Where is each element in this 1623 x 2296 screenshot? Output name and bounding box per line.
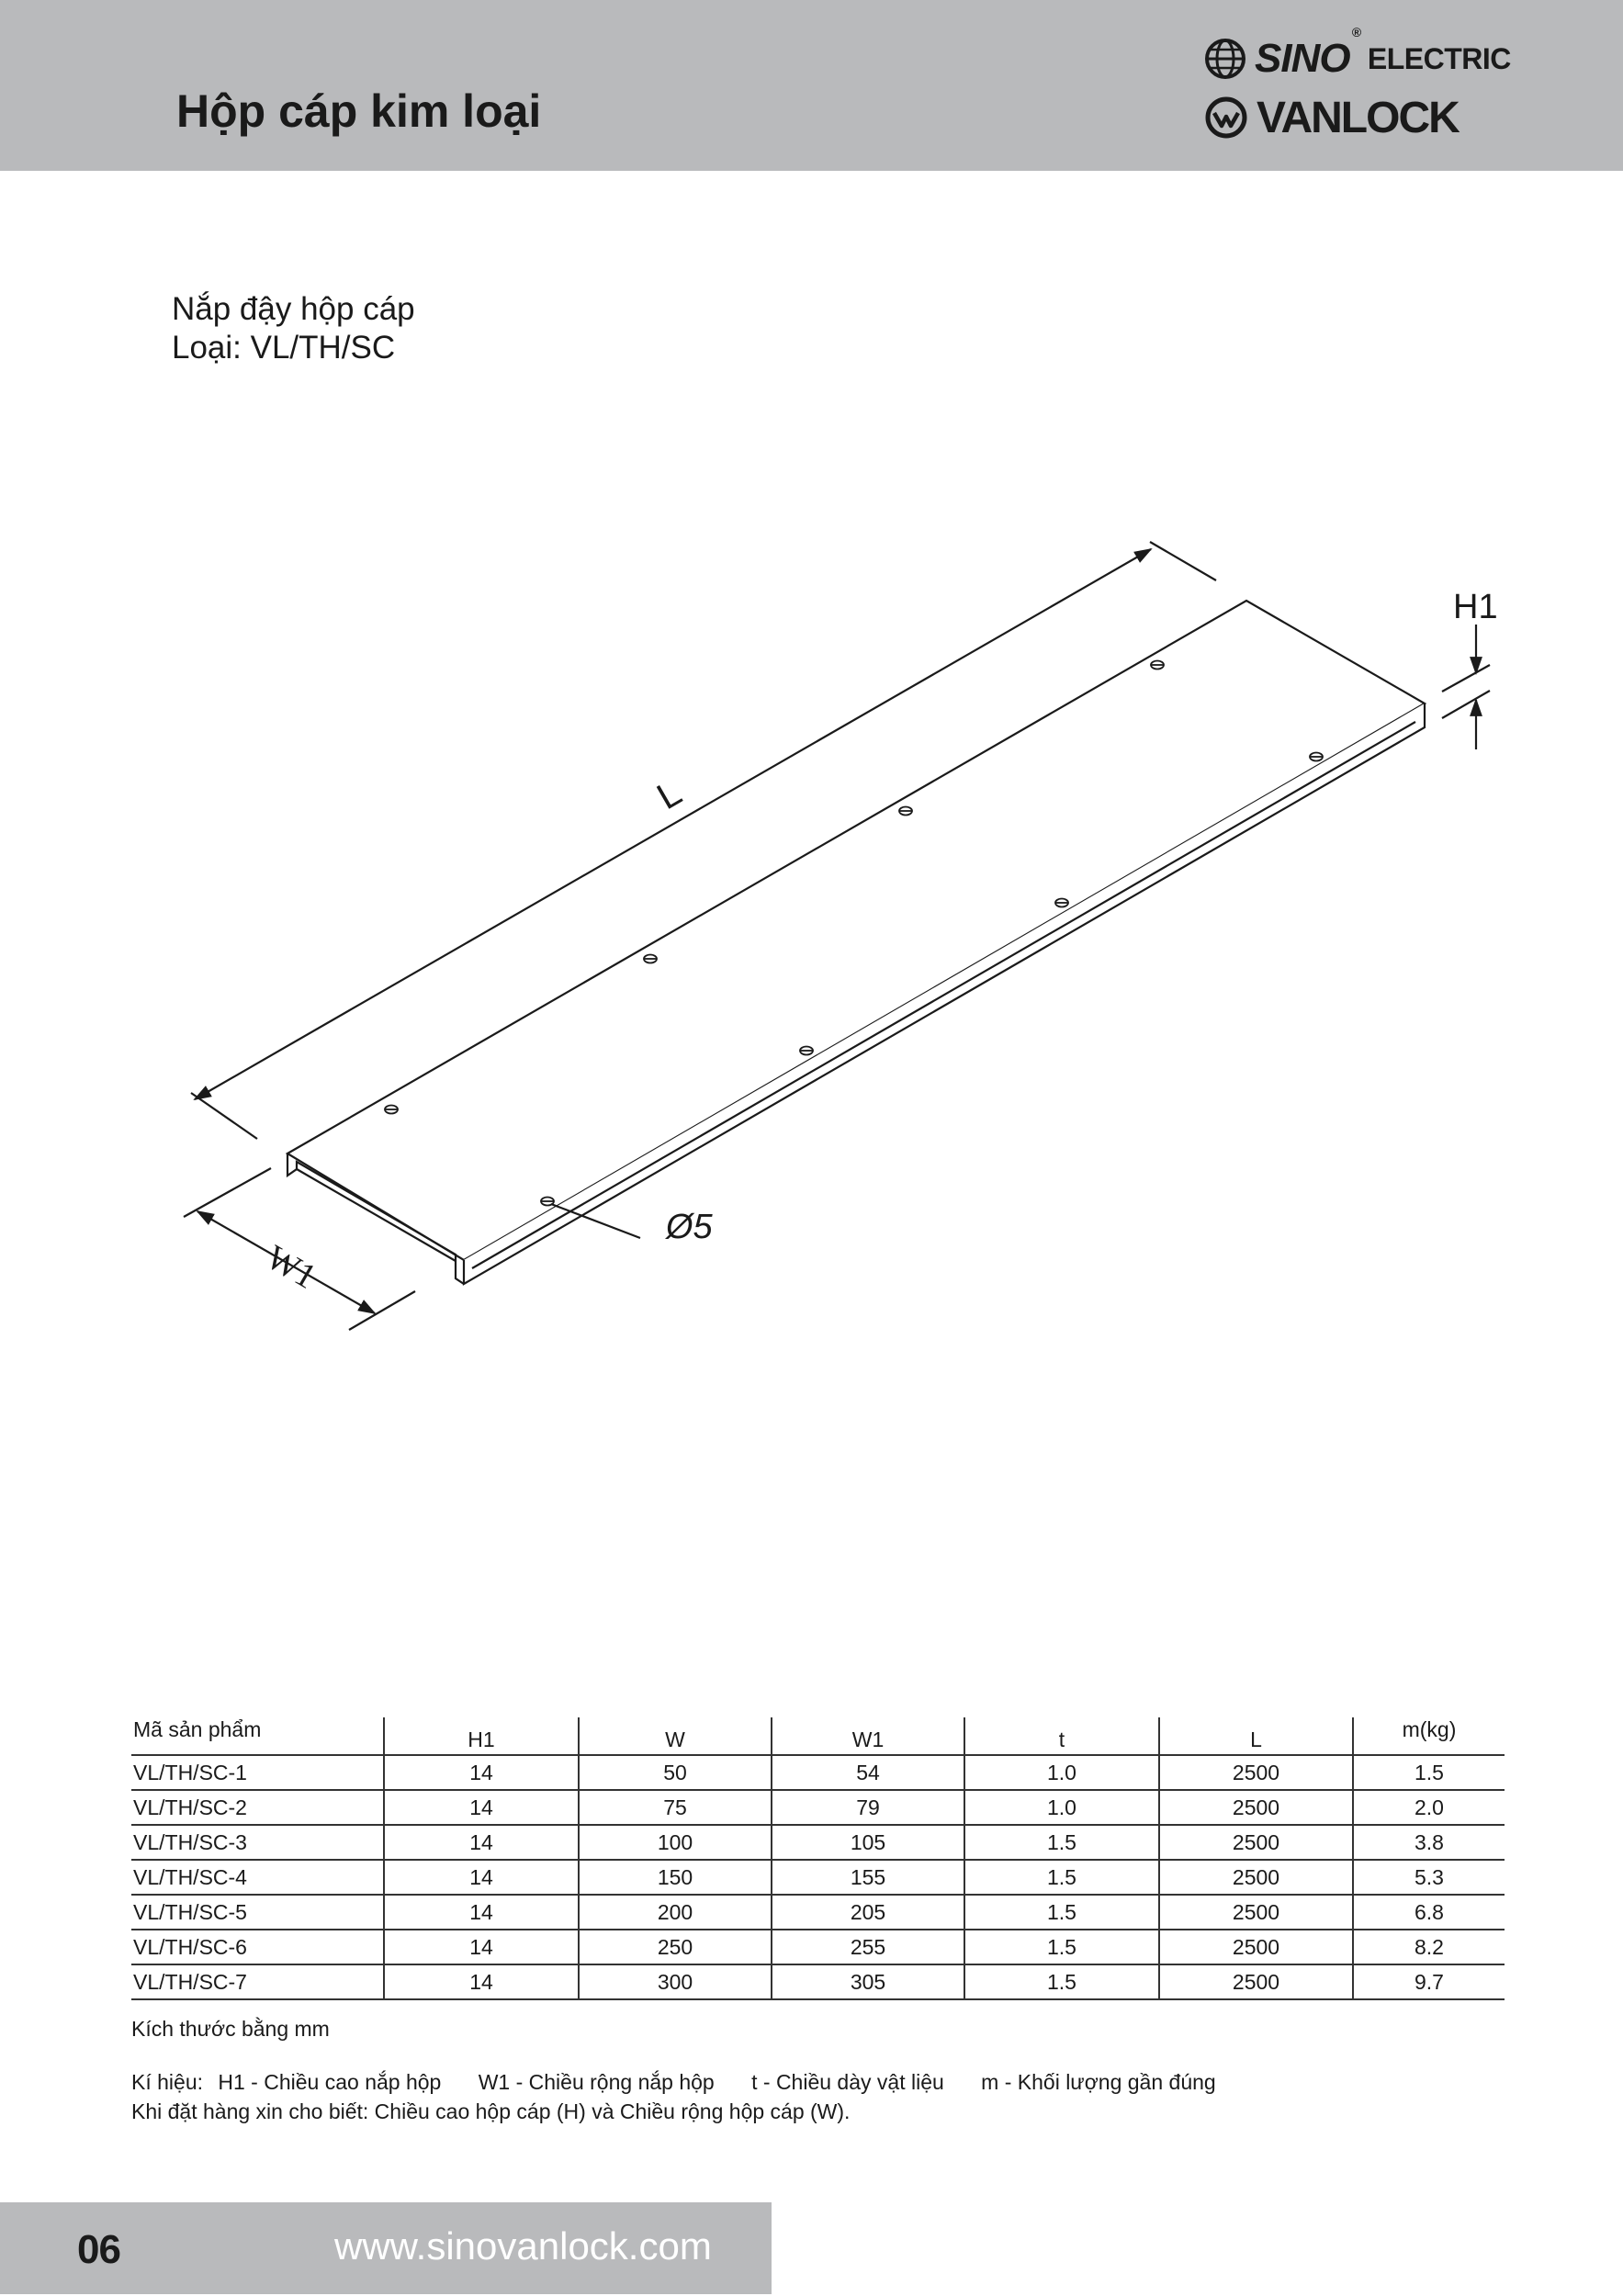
- vanlock-emblem-icon: [1203, 95, 1249, 141]
- cell-W: 100: [579, 1825, 772, 1860]
- dimension-H1-ext-top: [1442, 665, 1490, 692]
- cell-product-code: VL/TH/SC-7: [131, 1964, 384, 1999]
- brand-sino-text: SINO®: [1255, 25, 1360, 81]
- cell-mass: 2.0: [1353, 1790, 1505, 1825]
- table-row: [131, 1964, 1505, 1999]
- cell-L: 2500: [1159, 1825, 1353, 1860]
- cell-H1: 14: [384, 1860, 579, 1895]
- cell-t: 1.5: [964, 1825, 1159, 1860]
- dimension-L-ext-right: [1150, 542, 1216, 580]
- table-row: [131, 1895, 1505, 1930]
- cell-mass: 1.5: [1353, 1755, 1505, 1790]
- col-W1: W1: [772, 1717, 964, 1755]
- cell-W: 300: [579, 1964, 772, 1999]
- cell-mass: 8.2: [1353, 1930, 1505, 1964]
- cell-W: 75: [579, 1790, 772, 1825]
- cell-product-code: VL/TH/SC-3: [131, 1825, 384, 1860]
- cell-L: 2500: [1159, 1964, 1353, 1999]
- page-title: Hộp cáp kim loại: [176, 85, 542, 137]
- cell-t: 1.0: [964, 1755, 1159, 1790]
- cell-W1: 255: [772, 1930, 964, 1964]
- brand-vanlock-text: VANLOCK: [1257, 93, 1459, 142]
- label-L: L: [650, 771, 689, 818]
- cell-t: 1.5: [964, 1964, 1159, 1999]
- cell-L: 2500: [1159, 1790, 1353, 1825]
- website-link[interactable]: www.sinovanlock.com: [334, 2224, 712, 2268]
- cell-L: 2500: [1159, 1930, 1353, 1964]
- sino-electric-logo: [1203, 25, 1511, 84]
- cell-H1: 14: [384, 1964, 579, 1999]
- sino-globe-icon: [1203, 37, 1247, 81]
- cell-W1: 105: [772, 1825, 964, 1860]
- cell-L: 2500: [1159, 1755, 1353, 1790]
- col-t: t: [964, 1717, 1159, 1755]
- cell-mass: 5.3: [1353, 1860, 1505, 1895]
- product-type: Loại: VL/TH/SC: [172, 330, 396, 366]
- cell-L: 2500: [1159, 1860, 1353, 1895]
- table-header-row: [131, 1717, 1505, 1755]
- cell-W1: 54: [772, 1755, 964, 1790]
- legend-item: H1 - Chiều cao nắp hộp: [218, 2070, 442, 2094]
- cell-W: 250: [579, 1930, 772, 1964]
- cell-W: 50: [579, 1755, 772, 1790]
- technical-drawing: [0, 514, 1623, 1341]
- page-number: 06: [77, 2227, 120, 2272]
- cell-H1: 14: [384, 1825, 579, 1860]
- table-row: [131, 1790, 1505, 1825]
- cell-W1: 79: [772, 1790, 964, 1825]
- cell-t: 1.5: [964, 1860, 1159, 1895]
- cell-H1: 14: [384, 1930, 579, 1964]
- cell-product-code: VL/TH/SC-1: [131, 1755, 384, 1790]
- table-row: [131, 1860, 1505, 1895]
- table-row: [131, 1755, 1505, 1790]
- cell-mass: 9.7: [1353, 1964, 1505, 1999]
- dimension-W1-ext-left: [184, 1168, 271, 1217]
- cell-H1: 14: [384, 1755, 579, 1790]
- label-hole-diameter: Ø5: [666, 1208, 713, 1246]
- brand-electric-text: ELECTRIC: [1367, 41, 1511, 75]
- unit-note: Kích thước bằng mm: [131, 2017, 330, 2041]
- brand-logo: [1203, 25, 1516, 147]
- cell-W1: 155: [772, 1860, 964, 1895]
- label-H1: H1: [1453, 588, 1498, 626]
- cell-mass: 6.8: [1353, 1895, 1505, 1930]
- spec-table: [131, 1717, 1505, 2000]
- col-mass: m(kg): [1353, 1717, 1505, 1755]
- col-W: W: [579, 1717, 772, 1755]
- cell-L: 2500: [1159, 1895, 1353, 1930]
- product-heading: [172, 290, 415, 367]
- legend-prefix: Kí hiệu:: [131, 2070, 203, 2094]
- col-H1: H1: [384, 1717, 579, 1755]
- legend-item: m - Khối lượng gần đúng: [981, 2070, 1216, 2094]
- col-product-code: Mã sản phẩm: [131, 1717, 384, 1755]
- cell-H1: 14: [384, 1790, 579, 1825]
- cell-t: 1.5: [964, 1895, 1159, 1930]
- table-row: [131, 1930, 1505, 1964]
- cell-product-code: VL/TH/SC-4: [131, 1860, 384, 1895]
- cell-product-code: VL/TH/SC-2: [131, 1790, 384, 1825]
- cell-mass: 3.8: [1353, 1825, 1505, 1860]
- cell-W: 200: [579, 1895, 772, 1930]
- legend-item: t - Chiều dày vật liệu: [751, 2070, 944, 2094]
- col-L: L: [1159, 1717, 1353, 1755]
- dimension-L-ext-left: [191, 1093, 257, 1139]
- order-note: Khi đặt hàng xin cho biết: Chiều cao hộp cáp (H) và Chiều rộng hộp cáp (W).: [131, 2099, 851, 2123]
- legend-item: W1 - Chiều rộng nắp hộp: [478, 2070, 715, 2094]
- cell-W: 150: [579, 1860, 772, 1895]
- dimension-W1-ext-right: [349, 1291, 415, 1330]
- cell-t: 1.5: [964, 1930, 1159, 1964]
- cover-top-surface: [287, 601, 1425, 1260]
- table-row: [131, 1825, 1505, 1860]
- cell-product-code: VL/TH/SC-6: [131, 1930, 384, 1964]
- cell-t: 1.0: [964, 1790, 1159, 1825]
- cell-product-code: VL/TH/SC-5: [131, 1895, 384, 1930]
- cell-W1: 205: [772, 1895, 964, 1930]
- dimension-H1-ext-bottom: [1442, 691, 1490, 718]
- label-W1: W1: [259, 1237, 323, 1297]
- vanlock-logo: [1203, 92, 1459, 143]
- product-name: Nắp đậy hộp cáp: [172, 291, 415, 327]
- cell-W1: 305: [772, 1964, 964, 1999]
- symbol-legend: [131, 2070, 1247, 2095]
- cell-H1: 14: [384, 1895, 579, 1930]
